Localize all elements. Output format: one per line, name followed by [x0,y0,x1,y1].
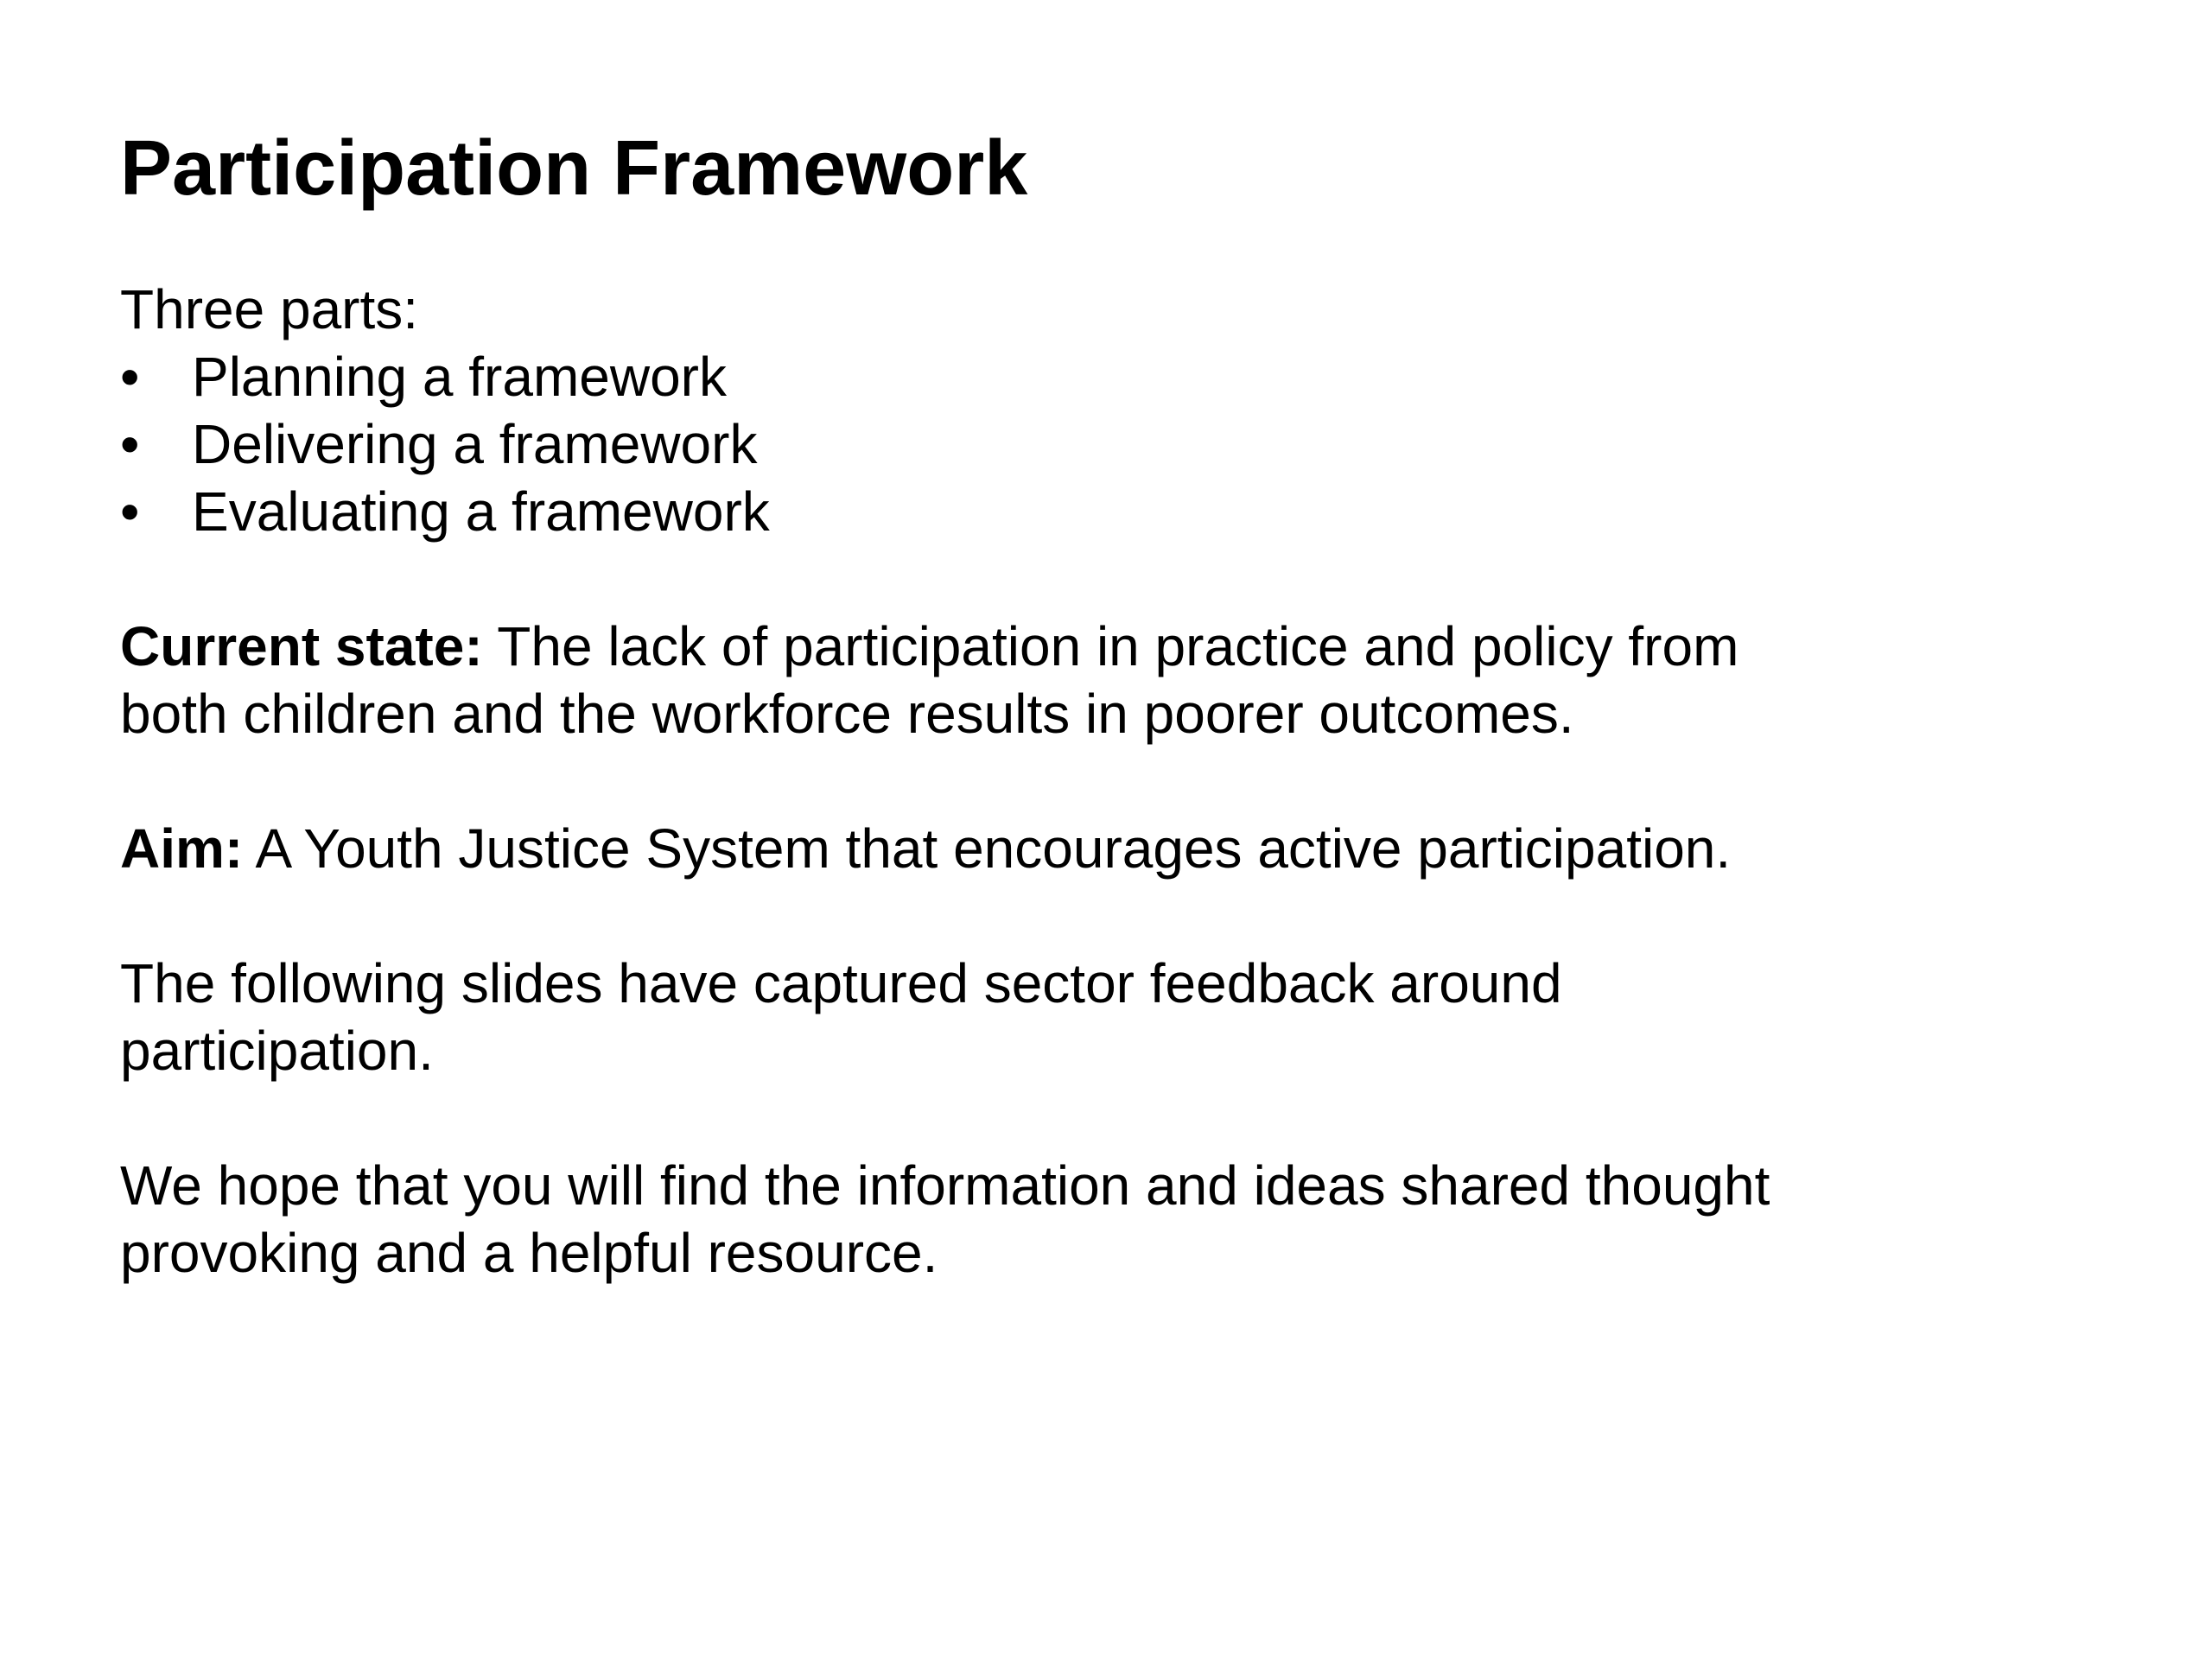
parts-list [120,343,1848,545]
bullet-icon: • [120,346,140,408]
current-state-paragraph [120,613,1788,747]
spacer [120,882,1848,950]
current-state-text: The lack of participation in practice and policy from both children and the workforce results in poorer outcomes. [120,615,1739,745]
list-item [120,410,1848,478]
list-item [120,478,1848,545]
spacer [120,1084,1848,1152]
aim-paragraph [120,815,1848,882]
bullet-icon: • [120,480,140,543]
spacer [120,747,1848,815]
parts-intro: Three parts: [120,278,419,340]
list-item-text: Planning a framework [192,346,727,408]
slide-body [120,276,1848,1287]
list-item-text: Delivering a framework [192,413,758,475]
slide-title: Participation Framework [120,125,1028,212]
current-state-label: Current state: [120,615,483,677]
aim-label: Aim: [120,817,244,880]
closing-note: We hope that you will find the information and ideas shared thought provoking and a helpful resource. [120,1154,1770,1284]
aim-text: A Youth Justice System that encourages active participation. [243,817,1732,880]
bullet-icon: • [120,413,140,475]
spacer [120,545,1848,613]
list-item-text: Evaluating a framework [192,480,770,543]
list-item [120,343,1848,410]
following-note: The following slides have captured sector feedback around participation. [120,952,1562,1082]
